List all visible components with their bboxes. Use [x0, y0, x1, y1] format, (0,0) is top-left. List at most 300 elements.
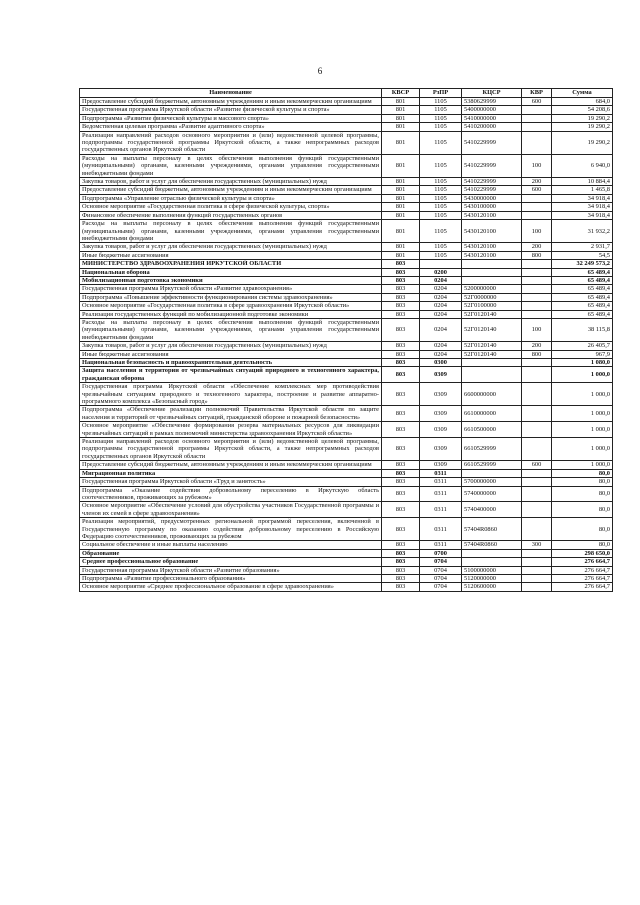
cell-kcsr: 5430120100: [462, 211, 522, 219]
table-row: [80, 293, 613, 301]
cell-kvr: 100: [522, 220, 552, 243]
cell-kvr: 200: [522, 342, 552, 350]
cell-sum: 684,0: [552, 98, 613, 106]
cell-name: Основное мероприятие «Государственная политика в сфере здравоохранения Иркутской области»: [80, 302, 382, 310]
cell-kvsr: 803: [382, 469, 420, 477]
cell-sum: 31 932,2: [552, 220, 613, 243]
cell-kvsr: 803: [382, 310, 420, 318]
cell-rzpr: 1105: [420, 154, 462, 177]
cell-kvr: 600: [522, 461, 552, 469]
table-row: [80, 469, 613, 477]
cell-rzpr: 0200: [420, 268, 462, 276]
cell-sum: 1 080,0: [552, 359, 613, 367]
cell-kvsr: 801: [382, 203, 420, 211]
header-row: [80, 89, 613, 98]
cell-kvr: [522, 211, 552, 219]
cell-sum: 1 000,0: [552, 422, 613, 438]
cell-name: Подпрограмма «Оказание содействия добровольному переселению в Иркутскую область соотечественников, проживающих за рубежом»: [80, 486, 382, 502]
cell-kcsr: 5380629999: [462, 98, 522, 106]
cell-sum: 34 918,4: [552, 203, 613, 211]
table-row: [80, 186, 613, 194]
cell-kcsr: 52Г0000000: [462, 293, 522, 301]
cell-rzpr: [420, 260, 462, 268]
cell-kvr: [522, 123, 552, 131]
cell-kcsr: 5410000000: [462, 114, 522, 122]
cell-kcsr: 57404R0860: [462, 541, 522, 549]
cell-kvsr: 801: [382, 243, 420, 251]
cell-rzpr: 1105: [420, 251, 462, 259]
cell-kvr: 300: [522, 541, 552, 549]
cell-name: Социальное обеспечение и иные выплаты населению: [80, 541, 382, 549]
cell-name: Защита населения и территории от чрезвычайных ситуаций природного и техногенного характера, гражданская оборона: [80, 367, 382, 383]
cell-kcsr: 5100000000: [462, 566, 522, 574]
cell-kcsr: 5430120100: [462, 243, 522, 251]
cell-sum: 276 664,7: [552, 583, 613, 591]
cell-sum: 80,0: [552, 469, 613, 477]
cell-rzpr: 1105: [420, 203, 462, 211]
cell-kvr: [522, 549, 552, 557]
cell-rzpr: 0704: [420, 566, 462, 574]
table-row: [80, 422, 613, 438]
cell-kvsr: 803: [382, 518, 420, 541]
cell-kvsr: 803: [382, 350, 420, 358]
cell-rzpr: 0309: [420, 422, 462, 438]
cell-kvr: [522, 268, 552, 276]
table-row: [80, 106, 613, 114]
cell-kvsr: 801: [382, 178, 420, 186]
cell-kvsr: 803: [382, 359, 420, 367]
cell-sum: 1 000,0: [552, 383, 613, 406]
cell-sum: 967,9: [552, 350, 613, 358]
cell-rzpr: 1105: [420, 114, 462, 122]
cell-sum: 276 664,7: [552, 574, 613, 582]
cell-kcsr: 6600000000: [462, 383, 522, 406]
cell-sum: 54,5: [552, 251, 613, 259]
cell-kvsr: 803: [382, 438, 420, 461]
cell-rzpr: 0311: [420, 469, 462, 477]
cell-sum: 2 931,7: [552, 243, 613, 251]
cell-name: Мобилизационная подготовка экономики: [80, 276, 382, 284]
cell-kcsr: [462, 558, 522, 566]
cell-sum: 19 290,2: [552, 114, 613, 122]
cell-kvr: [522, 422, 552, 438]
cell-name: Образование: [80, 549, 382, 557]
cell-kvr: 200: [522, 243, 552, 251]
table-row: [80, 123, 613, 131]
table-row: [80, 486, 613, 502]
cell-kvsr: 801: [382, 114, 420, 122]
table-row: [80, 203, 613, 211]
cell-name: Основное мероприятие «Обеспечение формирования резерва материальных ресурсов для ликвидации чрезвычайных ситуаций в рамках полномочий министерства здравоохранения Иркутской области»: [80, 422, 382, 438]
table-row: [80, 318, 613, 341]
cell-rzpr: 0704: [420, 574, 462, 582]
cell-kvr: 100: [522, 154, 552, 177]
table-row: [80, 478, 613, 486]
cell-kvsr: 803: [382, 268, 420, 276]
table-row: [80, 518, 613, 541]
cell-kcsr: [462, 359, 522, 367]
table-body: [80, 98, 613, 592]
cell-name: МИНИСТЕРСТВО ЗДРАВООХРАНЕНИЯ ИРКУТСКОЙ ОБЛАСТИ: [80, 260, 382, 268]
cell-rzpr: 0704: [420, 558, 462, 566]
cell-sum: 298 650,0: [552, 549, 613, 557]
cell-name: Подпрограмма «Развитие профессионального образования»: [80, 574, 382, 582]
cell-name: Реализация направлений расходов основного мероприятия и (или) ведомственной целевой программы, подпрограммы государственной программы Иркутской области, а также непрограммных расходов государственных органов Иркутской области: [80, 438, 382, 461]
cell-kvr: [522, 502, 552, 518]
cell-kcsr: 5200000000: [462, 285, 522, 293]
table-row: [80, 461, 613, 469]
cell-kvsr: 803: [382, 549, 420, 557]
cell-name: Национальная оборона: [80, 268, 382, 276]
cell-rzpr: 0309: [420, 383, 462, 406]
table-row: [80, 131, 613, 154]
table-row: [80, 98, 613, 106]
cell-sum: 80,0: [552, 541, 613, 549]
header-kvr: КВР: [522, 89, 552, 98]
cell-rzpr: 0311: [420, 518, 462, 541]
cell-kcsr: 6610529999: [462, 461, 522, 469]
cell-sum: 276 664,7: [552, 566, 613, 574]
header-kcsr: КЦСР: [462, 89, 522, 98]
cell-kvsr: 803: [382, 583, 420, 591]
table-row: [80, 276, 613, 284]
cell-rzpr: 0204: [420, 310, 462, 318]
cell-kvr: [522, 486, 552, 502]
cell-kcsr: 6610529999: [462, 438, 522, 461]
cell-sum: 1 000,0: [552, 367, 613, 383]
cell-rzpr: 0204: [420, 342, 462, 350]
cell-kvsr: 803: [382, 342, 420, 350]
cell-sum: 54 208,6: [552, 106, 613, 114]
cell-sum: 65 489,4: [552, 268, 613, 276]
cell-name: Подпрограмма «Повышение эффективности функционирования системы здравоохранения»: [80, 293, 382, 301]
table-row: [80, 154, 613, 177]
cell-name: Среднее профессиональное образование: [80, 558, 382, 566]
cell-rzpr: 0204: [420, 293, 462, 301]
cell-rzpr: 0204: [420, 285, 462, 293]
table-row: [80, 438, 613, 461]
cell-name: Государственная программа Иркутской области «Обеспечение комплексных мер противодействия чрезвычайным ситуациям природного и техногенного характера, построение и развитие аппаратно-программного комплекса «Безопасный город»: [80, 383, 382, 406]
cell-kvsr: 803: [382, 461, 420, 469]
cell-kcsr: 5700000000: [462, 478, 522, 486]
cell-name: Закупка товаров, работ и услуг для обеспечения государственных (муниципальных) нужд: [80, 342, 382, 350]
cell-kvsr: 803: [382, 566, 420, 574]
table-row: [80, 114, 613, 122]
cell-kvsr: 803: [382, 502, 420, 518]
cell-kvsr: 803: [382, 302, 420, 310]
cell-kvr: 200: [522, 178, 552, 186]
cell-kvsr: 803: [382, 406, 420, 422]
cell-kcsr: 57404R0860: [462, 518, 522, 541]
cell-kvsr: 801: [382, 186, 420, 194]
cell-rzpr: 0309: [420, 438, 462, 461]
cell-kcsr: [462, 469, 522, 477]
cell-kcsr: 5430100000: [462, 203, 522, 211]
cell-rzpr: 1105: [420, 131, 462, 154]
cell-rzpr: 0309: [420, 461, 462, 469]
table-row: [80, 406, 613, 422]
cell-kvr: [522, 293, 552, 301]
table-row: [80, 178, 613, 186]
cell-sum: 38 115,8: [552, 318, 613, 341]
cell-rzpr: 0311: [420, 502, 462, 518]
cell-kvsr: 803: [382, 486, 420, 502]
cell-rzpr: 0700: [420, 549, 462, 557]
cell-name: Ведомственная целевая программа «Развитие адаптивного спорта»: [80, 123, 382, 131]
cell-sum: 26 405,7: [552, 342, 613, 350]
cell-kvsr: 803: [382, 541, 420, 549]
cell-rzpr: 1105: [420, 106, 462, 114]
cell-kvr: [522, 359, 552, 367]
cell-name: Реализация мероприятий, предусмотренных региональной программой переселения, включенной в Государственную программу по оказанию содействия добровольному переселению в Российскую Федерацию соотечественников, проживающих за рубежом: [80, 518, 382, 541]
table-row: [80, 367, 613, 383]
cell-kvsr: 803: [382, 293, 420, 301]
table-row: [80, 243, 613, 251]
cell-kvr: [522, 302, 552, 310]
cell-kvsr: 803: [382, 285, 420, 293]
cell-sum: 80,0: [552, 486, 613, 502]
cell-kvsr: 803: [382, 260, 420, 268]
cell-kcsr: 5430120100: [462, 220, 522, 243]
cell-name: Иные бюджетные ассигнования: [80, 251, 382, 259]
table-row: [80, 342, 613, 350]
cell-kcsr: 5410200000: [462, 123, 522, 131]
cell-name: Основное мероприятие «Государственная политика в сфере физической культуры, спорта»: [80, 203, 382, 211]
cell-kvsr: 801: [382, 251, 420, 259]
cell-sum: 1 465,8: [552, 186, 613, 194]
cell-kcsr: [462, 549, 522, 557]
cell-rzpr: 1105: [420, 98, 462, 106]
cell-sum: 80,0: [552, 478, 613, 486]
cell-kvr: [522, 469, 552, 477]
table-header: [80, 89, 613, 98]
cell-rzpr: 1105: [420, 220, 462, 243]
cell-name: Государственная программа Иркутской области «Труд и занятость»: [80, 478, 382, 486]
cell-kvr: [522, 518, 552, 541]
table-row: [80, 541, 613, 549]
cell-name: Подпрограмма «Управление отраслью физической культуры и спорта»: [80, 194, 382, 202]
cell-kvr: [522, 406, 552, 422]
cell-kcsr: 5740400000: [462, 502, 522, 518]
cell-name: Предоставление субсидий бюджетным, автономным учреждениям и иным некоммерческим организациям: [80, 186, 382, 194]
cell-kvsr: 801: [382, 154, 420, 177]
cell-kvsr: 803: [382, 276, 420, 284]
cell-kcsr: 52Г0120140: [462, 310, 522, 318]
cell-name: Подпрограмма «Обеспечение реализации полномочий Правительства Иркутской области по защите населения и территорий от чрезвычайных ситуаций, гражданской обороне и пожарной безопасности»: [80, 406, 382, 422]
cell-kvr: [522, 194, 552, 202]
cell-sum: 65 489,4: [552, 285, 613, 293]
cell-sum: 19 290,2: [552, 131, 613, 154]
budget-table: [79, 88, 613, 592]
cell-rzpr: 1105: [420, 178, 462, 186]
cell-sum: 1 000,0: [552, 406, 613, 422]
cell-kcsr: 5410229999: [462, 154, 522, 177]
table-row: [80, 285, 613, 293]
cell-name: Закупка товаров, работ и услуг для обеспечения государственных (муниципальных) нужд: [80, 243, 382, 251]
cell-sum: 6 940,0: [552, 154, 613, 177]
cell-kcsr: 5430000000: [462, 194, 522, 202]
cell-kcsr: 5400000000: [462, 106, 522, 114]
cell-name: Реализация государственных функций по мобилизационной подготовке экономики: [80, 310, 382, 318]
cell-kcsr: 5120600000: [462, 583, 522, 591]
cell-name: Подпрограмма «Развитие физической культуры и массового спорта»: [80, 114, 382, 122]
cell-rzpr: 0204: [420, 302, 462, 310]
cell-kvsr: 803: [382, 367, 420, 383]
cell-name: Расходы на выплаты персоналу в целях обеспечения выполнения функций государственными (муниципальными) органами, казенными учреждениями, органами управления государственными внебюджетными фондами: [80, 220, 382, 243]
cell-kvr: [522, 478, 552, 486]
cell-kcsr: 5740000000: [462, 486, 522, 502]
table-row: [80, 211, 613, 219]
cell-kvsr: 801: [382, 220, 420, 243]
cell-kvr: [522, 558, 552, 566]
cell-rzpr: 0309: [420, 367, 462, 383]
table-row: [80, 268, 613, 276]
cell-kvsr: 801: [382, 98, 420, 106]
table-row: [80, 260, 613, 268]
cell-kcsr: 5410229999: [462, 178, 522, 186]
cell-kvsr: 803: [382, 478, 420, 486]
cell-kvr: 600: [522, 186, 552, 194]
cell-name: Национальная безопасность и правоохранительная деятельность: [80, 359, 382, 367]
cell-rzpr: 1105: [420, 211, 462, 219]
cell-name: Миграционная политика: [80, 469, 382, 477]
page-number: 6: [317, 66, 323, 76]
cell-kvsr: 801: [382, 211, 420, 219]
cell-name: Иные бюджетные ассигнования: [80, 350, 382, 358]
cell-kvsr: 801: [382, 194, 420, 202]
cell-name: Расходы на выплаты персоналу в целях обеспечения выполнения функций государственными (муниципальными) органами, казенными учреждениями, органами управления государственными внебюджетными фондами: [80, 154, 382, 177]
cell-name: Финансовое обеспечение выполнения функций государственных органов: [80, 211, 382, 219]
cell-name: Предоставление субсидий бюджетным, автономным учреждениям и иным некоммерческим организациям: [80, 461, 382, 469]
cell-name: Предоставление субсидий бюджетным, автономным учреждениям и иным некоммерческим организациям: [80, 98, 382, 106]
cell-kvr: [522, 310, 552, 318]
table-row: [80, 302, 613, 310]
cell-name: Государственная программа Иркутской области «Развитие образования»: [80, 566, 382, 574]
cell-sum: 10 884,4: [552, 178, 613, 186]
cell-kvr: 800: [522, 251, 552, 259]
cell-rzpr: 0204: [420, 276, 462, 284]
table-row: [80, 359, 613, 367]
cell-kvr: [522, 574, 552, 582]
cell-rzpr: 1105: [420, 186, 462, 194]
cell-sum: 65 489,4: [552, 293, 613, 301]
cell-kvsr: 803: [382, 574, 420, 582]
cell-rzpr: 1105: [420, 243, 462, 251]
cell-kvr: 600: [522, 98, 552, 106]
cell-rzpr: 0309: [420, 406, 462, 422]
cell-sum: 19 290,2: [552, 123, 613, 131]
cell-kcsr: 5410229999: [462, 186, 522, 194]
table-row: [80, 549, 613, 557]
cell-kvsr: 803: [382, 422, 420, 438]
table-row: [80, 502, 613, 518]
table-row: [80, 310, 613, 318]
cell-sum: 80,0: [552, 502, 613, 518]
cell-kvsr: 803: [382, 318, 420, 341]
cell-name: Расходы на выплаты персоналу в целях обеспечения выполнения функций государственными (муниципальными) органами, казенными учреждениями, органами управления государственными внебюджетными фондами: [80, 318, 382, 341]
cell-rzpr: 0311: [420, 478, 462, 486]
cell-kcsr: 5410229999: [462, 131, 522, 154]
cell-kvr: [522, 276, 552, 284]
header-kvsr: КВСР: [382, 89, 420, 98]
cell-kvr: [522, 260, 552, 268]
cell-rzpr: 0300: [420, 359, 462, 367]
cell-sum: 1 000,0: [552, 438, 613, 461]
cell-name: Реализация направлений расходов основного мероприятия и (или) ведомственной целевой программы, подпрограммы государственной программы Иркутской области, а также непрограммных расходов государственных органов Иркутской области: [80, 131, 382, 154]
cell-kvr: [522, 383, 552, 406]
cell-kvr: [522, 131, 552, 154]
header-sum: Сумма: [552, 89, 613, 98]
cell-kcsr: 52Г0100000: [462, 302, 522, 310]
cell-kvsr: 803: [382, 558, 420, 566]
cell-sum: 1 000,0: [552, 461, 613, 469]
cell-kvr: [522, 566, 552, 574]
cell-sum: 34 918,4: [552, 211, 613, 219]
header-rzpr: РзПР: [420, 89, 462, 98]
cell-kvsr: 803: [382, 383, 420, 406]
cell-kvr: [522, 285, 552, 293]
cell-rzpr: 0204: [420, 350, 462, 358]
cell-kcsr: [462, 268, 522, 276]
table-row: [80, 251, 613, 259]
cell-kvr: [522, 367, 552, 383]
cell-kcsr: [462, 367, 522, 383]
cell-sum: 32 249 573,2: [552, 260, 613, 268]
table-row: [80, 583, 613, 591]
cell-kcsr: 52Г0120140: [462, 350, 522, 358]
cell-rzpr: 0704: [420, 583, 462, 591]
cell-sum: 65 489,4: [552, 302, 613, 310]
cell-kvr: 100: [522, 318, 552, 341]
cell-kcsr: 6610500000: [462, 422, 522, 438]
cell-kcsr: 5120000000: [462, 574, 522, 582]
table-row: [80, 574, 613, 582]
cell-sum: 80,0: [552, 518, 613, 541]
cell-sum: 65 489,4: [552, 310, 613, 318]
cell-sum: 34 918,4: [552, 194, 613, 202]
cell-kcsr: 6610000000: [462, 406, 522, 422]
cell-rzpr: 1105: [420, 194, 462, 202]
cell-name: Основное мероприятие «Среднее профессиональное образование в сфере здравоохранения»: [80, 583, 382, 591]
table-row: [80, 350, 613, 358]
table-row: [80, 558, 613, 566]
cell-rzpr: 0311: [420, 541, 462, 549]
table-row: [80, 220, 613, 243]
cell-name: Закупка товаров, работ и услуг для обеспечения государственных (муниципальных) нужд: [80, 178, 382, 186]
cell-kvr: [522, 438, 552, 461]
table-row: [80, 383, 613, 406]
cell-name: Государственная программа Иркутской области «Развитие физической культуры и спорта»: [80, 106, 382, 114]
table-row: [80, 194, 613, 202]
cell-rzpr: 1105: [420, 123, 462, 131]
cell-kvsr: 801: [382, 123, 420, 131]
cell-kvr: [522, 114, 552, 122]
header-name: Наименование: [80, 89, 382, 98]
cell-sum: 276 664,7: [552, 558, 613, 566]
cell-kcsr: 52Г0120140: [462, 342, 522, 350]
table-row: [80, 566, 613, 574]
cell-kcsr: 52Г0120140: [462, 318, 522, 341]
cell-kcsr: 5430120100: [462, 251, 522, 259]
cell-kvr: [522, 203, 552, 211]
cell-kvr: [522, 106, 552, 114]
cell-kcsr: [462, 260, 522, 268]
cell-sum: 65 489,4: [552, 276, 613, 284]
cell-kvsr: 801: [382, 106, 420, 114]
cell-kvr: [522, 583, 552, 591]
cell-rzpr: 0311: [420, 486, 462, 502]
cell-rzpr: 0204: [420, 318, 462, 341]
